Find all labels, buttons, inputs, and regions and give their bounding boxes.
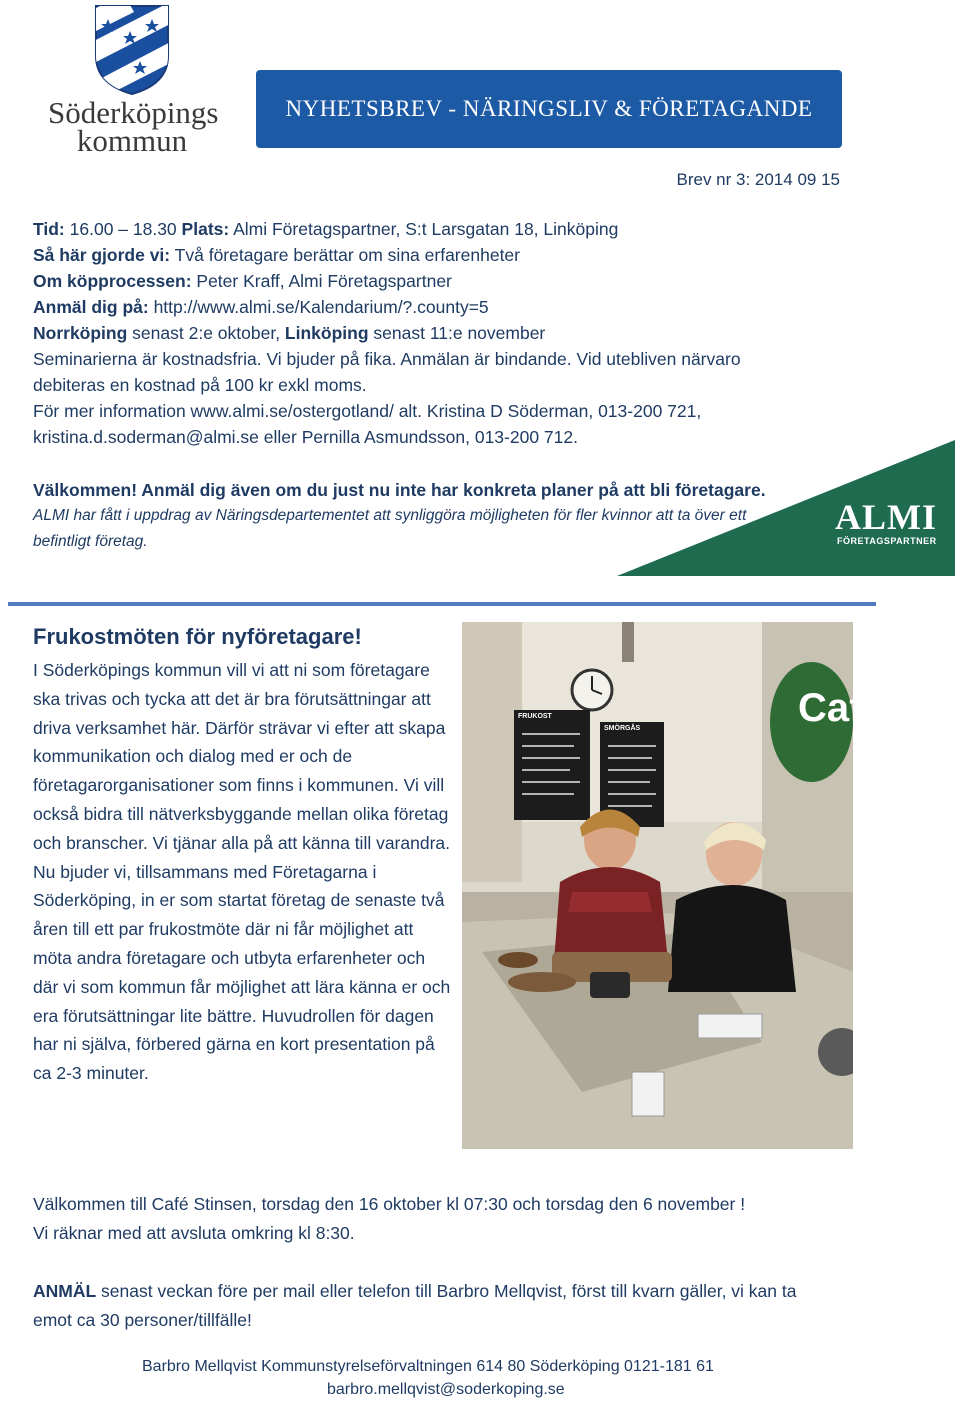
sa-value: Två företagare berättar om sina erfarenheter: [170, 245, 520, 265]
event-how-we-did: [33, 245, 520, 266]
event-time-place: [33, 219, 618, 240]
breakfast-body: [33, 656, 453, 1088]
footer-address: Barbro Mellqvist Kommunstyrelseförvaltningen 614 80 Söderköping 0121-181 61: [142, 1358, 714, 1375]
kop-value: Peter Kraff, Almi Företagspartner: [191, 271, 452, 291]
logo-line-1: Söderköpings: [48, 95, 219, 130]
event-info-line: För mer information www.almi.se/ostergotland/ alt. Kristina D Söderman, 013-200 721,: [33, 401, 702, 421]
cafe-welcome-line-1: Välkommen till Café Stinsen, torsdag den 16 oktober kl 07:30 och torsdag den 6 november !: [33, 1194, 746, 1214]
nk-label: Norrköping: [33, 323, 128, 343]
anmal-rest-1: senast veckan före per mail eller telefon till Barbro Mellqvist, först till kvarn gäller, vi kan ta: [96, 1281, 797, 1301]
lk-label: Linköping: [284, 323, 369, 343]
cafe-photo: [462, 622, 863, 1149]
breakfast-heading: Frukostmöten för nyföretagare!: [33, 624, 362, 649]
almi-note-line-1: ALMI har fått i uppdrag av Näringsdepartementet att synliggöra möjligheten för fler kvinnor att ta över ett: [33, 507, 747, 524]
tid-label: Tid:: [33, 219, 65, 239]
almi-logo-subtext: FÖRETAGSPARTNER: [837, 536, 937, 546]
anmal-bold: ANMÄL: [33, 1281, 97, 1301]
almi-logo-text: ALMI: [835, 497, 937, 537]
menu-board-2: SMÖRGÅS: [604, 725, 641, 732]
newsletter-banner: [256, 70, 842, 148]
signup-line-1: [33, 1281, 796, 1302]
event-fee-line: debiteras en kostnad på 100 kr exkl moms.: [33, 375, 367, 395]
event-purchase-process: [33, 271, 452, 292]
breakfast-paragraph-1: I Söderköpings kommun vill vi att ni som företagare ska trivas och tycka att det är bra förutsättningar att driva verksamhet här. Därför strävar vi efter att skapa kommunikation och dialog med er och de företagarorganisationer som finns i kommunen. Vi vill också bidra till nätverksbyggande mellan olika företag och branscher. Vi tjänar alla på att känna till varandra.: [33, 660, 451, 853]
lk-value: senast 11:e november: [368, 323, 546, 343]
event-contact-line: kristina.d.soderman@almi.se eller Pernilla Asmundsson, 013-200 712.: [33, 427, 578, 447]
event-register: [33, 297, 489, 318]
event-welcome: Välkommen! Anmäl dig även om du just nu inte har konkreta planer på att bli företagare.: [33, 480, 766, 500]
almi-logo: [617, 440, 955, 576]
event-deadlines: [33, 323, 545, 344]
nk-value: senast 2:e oktober,: [127, 323, 285, 343]
kop-label: Om köpprocessen:: [33, 271, 192, 291]
section-divider: [8, 602, 876, 606]
plats-label: Plats:: [181, 219, 230, 239]
register-link[interactable]: http://www.almi.se/Kalendarium/?.county=5: [148, 297, 489, 317]
anmal-label: Anmäl dig på:: [33, 297, 149, 317]
breakfast-paragraph-2: Nu bjuder vi, tillsammans med Företagarna i Söderköping, in er som startat företag de senaste två åren till ett par frukostmöte där ni får möjlighet att möta andra företagare och utbyta erfarenheter och där vi som kommun får möjlighet att lära känna er och era förutsättningar lite bättre. Huvudrollen för dagen har ni själva, förbered gärna en kort presentation på ca 2-3 minuter.: [33, 861, 451, 1084]
issue-number: Brev nr 3: 2014 09 15: [676, 170, 840, 189]
almi-note-line-2: befintligt företag.: [33, 533, 148, 550]
menu-board-1: FRUKOST: [518, 713, 552, 720]
signup-line-2: emot ca 30 personer/tillfälle!: [33, 1310, 252, 1330]
banner-title: NYHETSBREV - NÄRINGSLIV & FÖRETAGANDE: [285, 96, 813, 121]
coat-of-arms-icon: [94, 4, 170, 96]
footer-email[interactable]: barbro.mellqvist@soderkoping.se: [327, 1381, 565, 1398]
tid-value: 16.00 – 18.30: [64, 219, 182, 239]
cafe-sign-text: Caf: [798, 686, 863, 730]
plats-value: Almi Företagspartner, S:t Larsgatan 18, Linköping: [229, 219, 619, 239]
sa-label: Så här gjorde vi:: [33, 245, 171, 265]
cafe-welcome-line-2: Vi räknar med att avsluta omkring kl 8:30.: [33, 1223, 355, 1243]
logo-line-2: kommun: [76, 123, 188, 158]
event-cost-line: Seminarierna är kostnadsfria. Vi bjuder på fika. Anmälan är bindande. Vid utebliven närvaro: [33, 349, 741, 369]
